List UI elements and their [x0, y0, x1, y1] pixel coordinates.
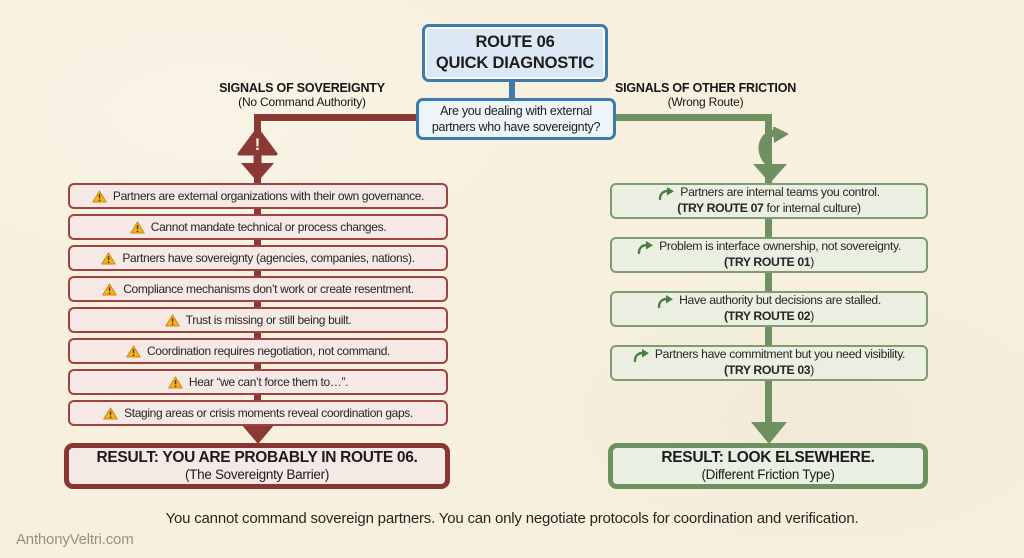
- result-box-left: [64, 443, 450, 489]
- right-header-subtitle: (Wrong Route): [667, 94, 744, 109]
- try-route-bold: (TRY ROUTE 01: [724, 255, 811, 269]
- try-route-rest: ): [810, 255, 814, 269]
- connector-right-horizontal: [608, 114, 769, 121]
- signal-row: [68, 369, 448, 395]
- signal-text: Coordination requires negotiation, not command.: [146, 344, 391, 358]
- connector-left-horizontal: [254, 114, 418, 121]
- warning-icon: [168, 376, 183, 389]
- result-box-right: [608, 443, 928, 489]
- result-right-line2: (Different Friction Type): [701, 467, 835, 483]
- footer-takeaway: You cannot command sovereign partners. You can only negotiate protocols for coordination and verification.: [165, 510, 859, 527]
- warning-icon: [92, 190, 107, 203]
- right-header-title: SIGNALS OF OTHER FRICTION: [614, 81, 797, 95]
- question-line2: partners who have sovereignty?: [431, 120, 601, 134]
- warning-icon: [103, 407, 118, 420]
- signal-row: [610, 345, 928, 381]
- warning-icon: [101, 252, 116, 265]
- signal-row: [68, 400, 448, 426]
- try-route-bold: (TRY ROUTE 02: [724, 309, 811, 323]
- signal-row: [68, 214, 448, 240]
- title-box: [422, 24, 608, 82]
- redirect-icon: [637, 241, 654, 254]
- signal-line2: [724, 363, 814, 379]
- signal-row: [610, 183, 928, 219]
- title-line2: QUICK DIAGNOSTIC: [435, 54, 595, 72]
- result-right-line1: RESULT: LOOK ELSEWHERE.: [661, 448, 875, 466]
- signal-line2: [724, 309, 814, 325]
- warning-down-arrow-icon: [234, 127, 281, 185]
- left-signal-list: [68, 183, 448, 426]
- signal-row: [68, 338, 448, 364]
- try-route-bold: (TRY ROUTE 03: [724, 363, 811, 377]
- signal-line1-text: Partners have commitment but you need visibility.: [654, 347, 906, 362]
- down-arrowhead-right: [751, 422, 787, 444]
- result-left-line2: (The Sovereignty Barrier): [184, 467, 330, 483]
- signal-text: Compliance mechanisms don’t work or create resentment.: [123, 282, 414, 296]
- try-route-rest: for internal culture): [763, 201, 861, 215]
- try-route-bold: (TRY ROUTE 07: [677, 201, 764, 215]
- signal-text: Partners have sovereignty (agencies, companies, nations).: [122, 251, 415, 265]
- signal-line2: [677, 201, 861, 217]
- question-box: [416, 98, 616, 140]
- warning-icon: [130, 221, 145, 234]
- watermark: AnthonyVeltri.com: [16, 531, 134, 548]
- svg-text:!: !: [254, 135, 261, 154]
- warning-icon: [165, 314, 180, 327]
- question-line1: Are you dealing with external: [440, 103, 592, 118]
- signal-text: Staging areas or crisis moments reveal coordination gaps.: [124, 406, 413, 420]
- warning-icon: [102, 283, 117, 296]
- redirect-icon: [657, 295, 674, 308]
- signal-line1-text: Problem is interface ownership, not sovereignty.: [659, 239, 901, 254]
- signal-row: [68, 245, 448, 271]
- right-signal-list: [610, 183, 928, 381]
- down-arrowhead-left: [241, 424, 275, 444]
- signal-row: [610, 237, 928, 273]
- left-header-title: SIGNALS OF SOVEREIGNTY: [219, 81, 385, 95]
- title-line1: ROUTE 06: [475, 33, 555, 52]
- signal-line1-text: Partners are internal teams you control.: [680, 185, 880, 200]
- try-route-rest: ): [810, 309, 814, 323]
- signal-text: Hear “we can’t force them to…”.: [188, 375, 349, 389]
- signal-row: [68, 183, 448, 209]
- try-route-rest: ): [810, 363, 814, 377]
- left-branch-header: [182, 82, 422, 109]
- signal-line1-text: Have authority but decisions are stalled.: [679, 293, 881, 308]
- signal-text: Cannot mandate technical or process changes.: [150, 220, 387, 234]
- left-header-subtitle: (No Command Authority): [238, 94, 366, 109]
- redirect-down-arrow-icon: [748, 127, 792, 185]
- redirect-icon: [658, 187, 675, 200]
- signal-text: Partners are external organizations with their own governance.: [112, 189, 425, 203]
- warning-icon: [126, 345, 141, 358]
- signal-line2: [724, 255, 814, 271]
- signal-text: Trust is missing or still being built.: [185, 313, 352, 327]
- right-branch-header: [588, 82, 823, 109]
- signal-row: [610, 291, 928, 327]
- signal-row: [68, 307, 448, 333]
- signal-row: [68, 276, 448, 302]
- result-left-line1: RESULT: YOU ARE PROBABLY IN ROUTE 06.: [96, 448, 418, 466]
- redirect-icon: [633, 349, 650, 362]
